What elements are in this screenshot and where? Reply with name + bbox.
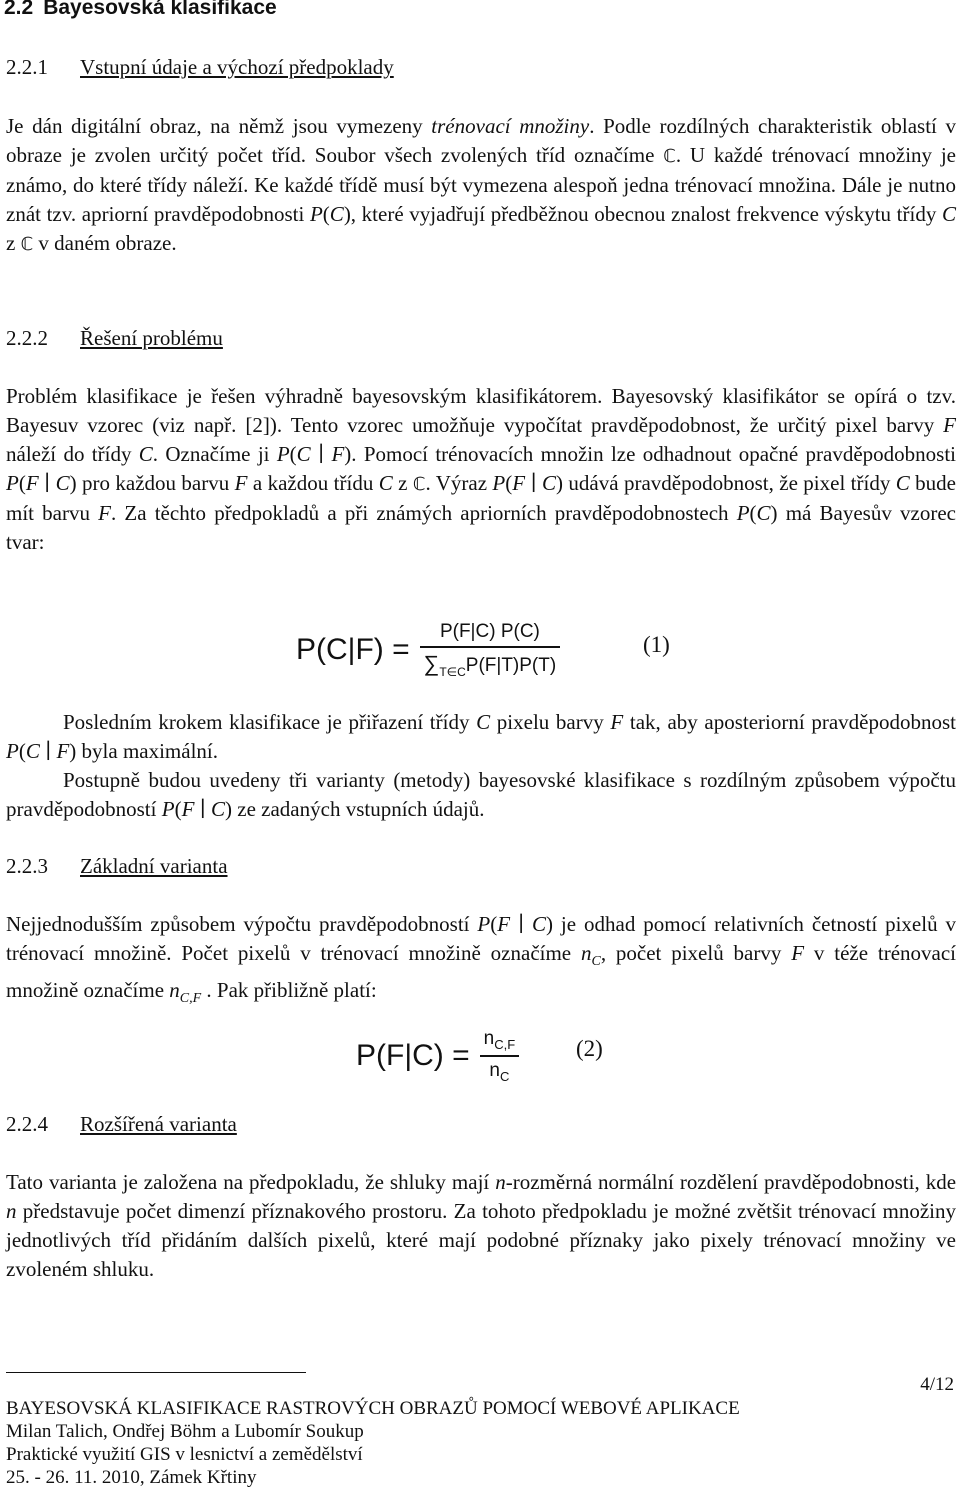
subsection-title: Rozšířená varianta bbox=[80, 1112, 237, 1136]
paragraph-problem-solution: Problém klasifikace je řešen výhradně bayesovským klasifikátorem. Bayesovský klasifikátor se opírá o tzv. Bayesuv vzorec (viz např. [2]). Tento vzorec umožňuje vypočítat pravděpodobnost, že určitý pixel barvy F náleží do třídy C. Označíme ji P(C ∣ F). Pomocí trénovacích množin lze odhadnout opačné pravděpodobnosti P(F ∣ C) pro každou barvu F a každou třídu C z ℂ. Výraz P(F ∣ C) udává pravděpodobnost, že pixel třídy C bude mít barvu F. Za těchto předpokladů a při známých apriorních pravděpodobnostech P(C) má Bayesův vzorec tvar: bbox=[6, 384, 956, 554]
footer-authors: Milan Talich, Ondřej Böhm a Lubomír Soukup bbox=[6, 1421, 364, 1442]
section-heading bbox=[4, 0, 277, 20]
equation-number: (2) bbox=[576, 1036, 603, 1061]
subsection-heading bbox=[6, 326, 223, 351]
subsection-title: Vstupní údaje a výchozí předpoklady bbox=[80, 55, 394, 79]
paragraph-last-step: Posledním krokem klasifikace je přiřazení třídy C pixelu barvy F tak, aby aposteriorní pravděpodobnost P(C ∣ F) byla maximální. bbox=[6, 710, 957, 763]
subsection-title: Řešení problému bbox=[80, 326, 223, 350]
section-title: Bayesovská klasifikace bbox=[43, 0, 277, 19]
footer-rule bbox=[6, 1372, 306, 1373]
subsection-heading bbox=[6, 854, 228, 879]
bayes-formula: P(C|F) = $\frac{P(F|C) P(C)}{\sum_{T\in C}P(F|T)P(T)}$ bbox=[296, 614, 560, 686]
paragraph-variants: Postupně budou uvedeny tři varianty (metody) bayesovské klasifikace s rozdílným způsobem výpočtu pravděpodobností P(F ∣ C) ze zadaných vstupních údajů. bbox=[6, 768, 956, 821]
subsection-number: 2.2.3 bbox=[6, 854, 48, 878]
section-number: 2.2 bbox=[4, 0, 34, 19]
subsection-heading bbox=[6, 55, 394, 80]
subsection-number: 2.2.1 bbox=[6, 55, 48, 79]
equation-number: (1) bbox=[643, 632, 670, 657]
footer-conference: Praktické využití GIS v lesnictví a zemědělství bbox=[6, 1444, 363, 1465]
paragraph-input-data: Je dán digitální obraz, na němž jsou vymezeny trénovací množiny. Podle rozdílných charakteristik oblastí v obraze je zvolen určitý počet tříd. Soubor všech zvolených tříd označíme ℂ. U každé trénovací množiny je známo, do které třídy náleží. Ke každé třídě musí být vymezena alespoň jedna trénovací množina. Dále je nutno znát tzv. apriorní pravděpodobnosti P(C), které vyjadřují předběžnou obecnou znalost frekvence výskytu třídy C z ℂ v daném obraze. bbox=[6, 114, 957, 255]
frequency-formula: P(F|C) = $\frac{n_{C,F}}{n_C}$ bbox=[356, 1024, 519, 1088]
subsection-title: Základní varianta bbox=[80, 854, 228, 878]
paragraph-basic-variant: Nejjednodušším způsobem výpočtu pravděpodobností P(F ∣ C) je odhad pomocí relativních četností pixelů v trénovací množině. Počet pixelů v trénovací množině označíme $n_C$, počet pixelů barvy F v téže trénovací množině označíme $n_{C,F}$ . Pak přibližně platí: bbox=[6, 912, 956, 1007]
footer-date-place: 25. - 26. 11. 2010, Zámek Křtiny bbox=[6, 1467, 257, 1488]
subsection-heading bbox=[6, 1112, 237, 1137]
page-number: 4/12 bbox=[920, 1374, 954, 1395]
footer-title: BAYESOVSKÁ KLASIFIKACE RASTROVÝCH OBRAZŮ POMOCÍ WEBOVÉ APLIKACE bbox=[6, 1398, 740, 1419]
subsection-number: 2.2.4 bbox=[6, 1112, 48, 1136]
subsection-number: 2.2.2 bbox=[6, 326, 48, 350]
paragraph-extended-variant: Tato varianta je založena na předpokladu, že shluky mají n-rozměrná normální rozdělení pravděpodobnosti, kde n představuje počet dimenzí příznakového prostoru. Za tohoto předpokladu je možné zvětšit trénovací množiny jednotlivých tříd přidáním dalších pixelů, které mají podobné příznaky jako pixely trénovací množiny ve zvoleném shluku. bbox=[6, 1170, 957, 1281]
